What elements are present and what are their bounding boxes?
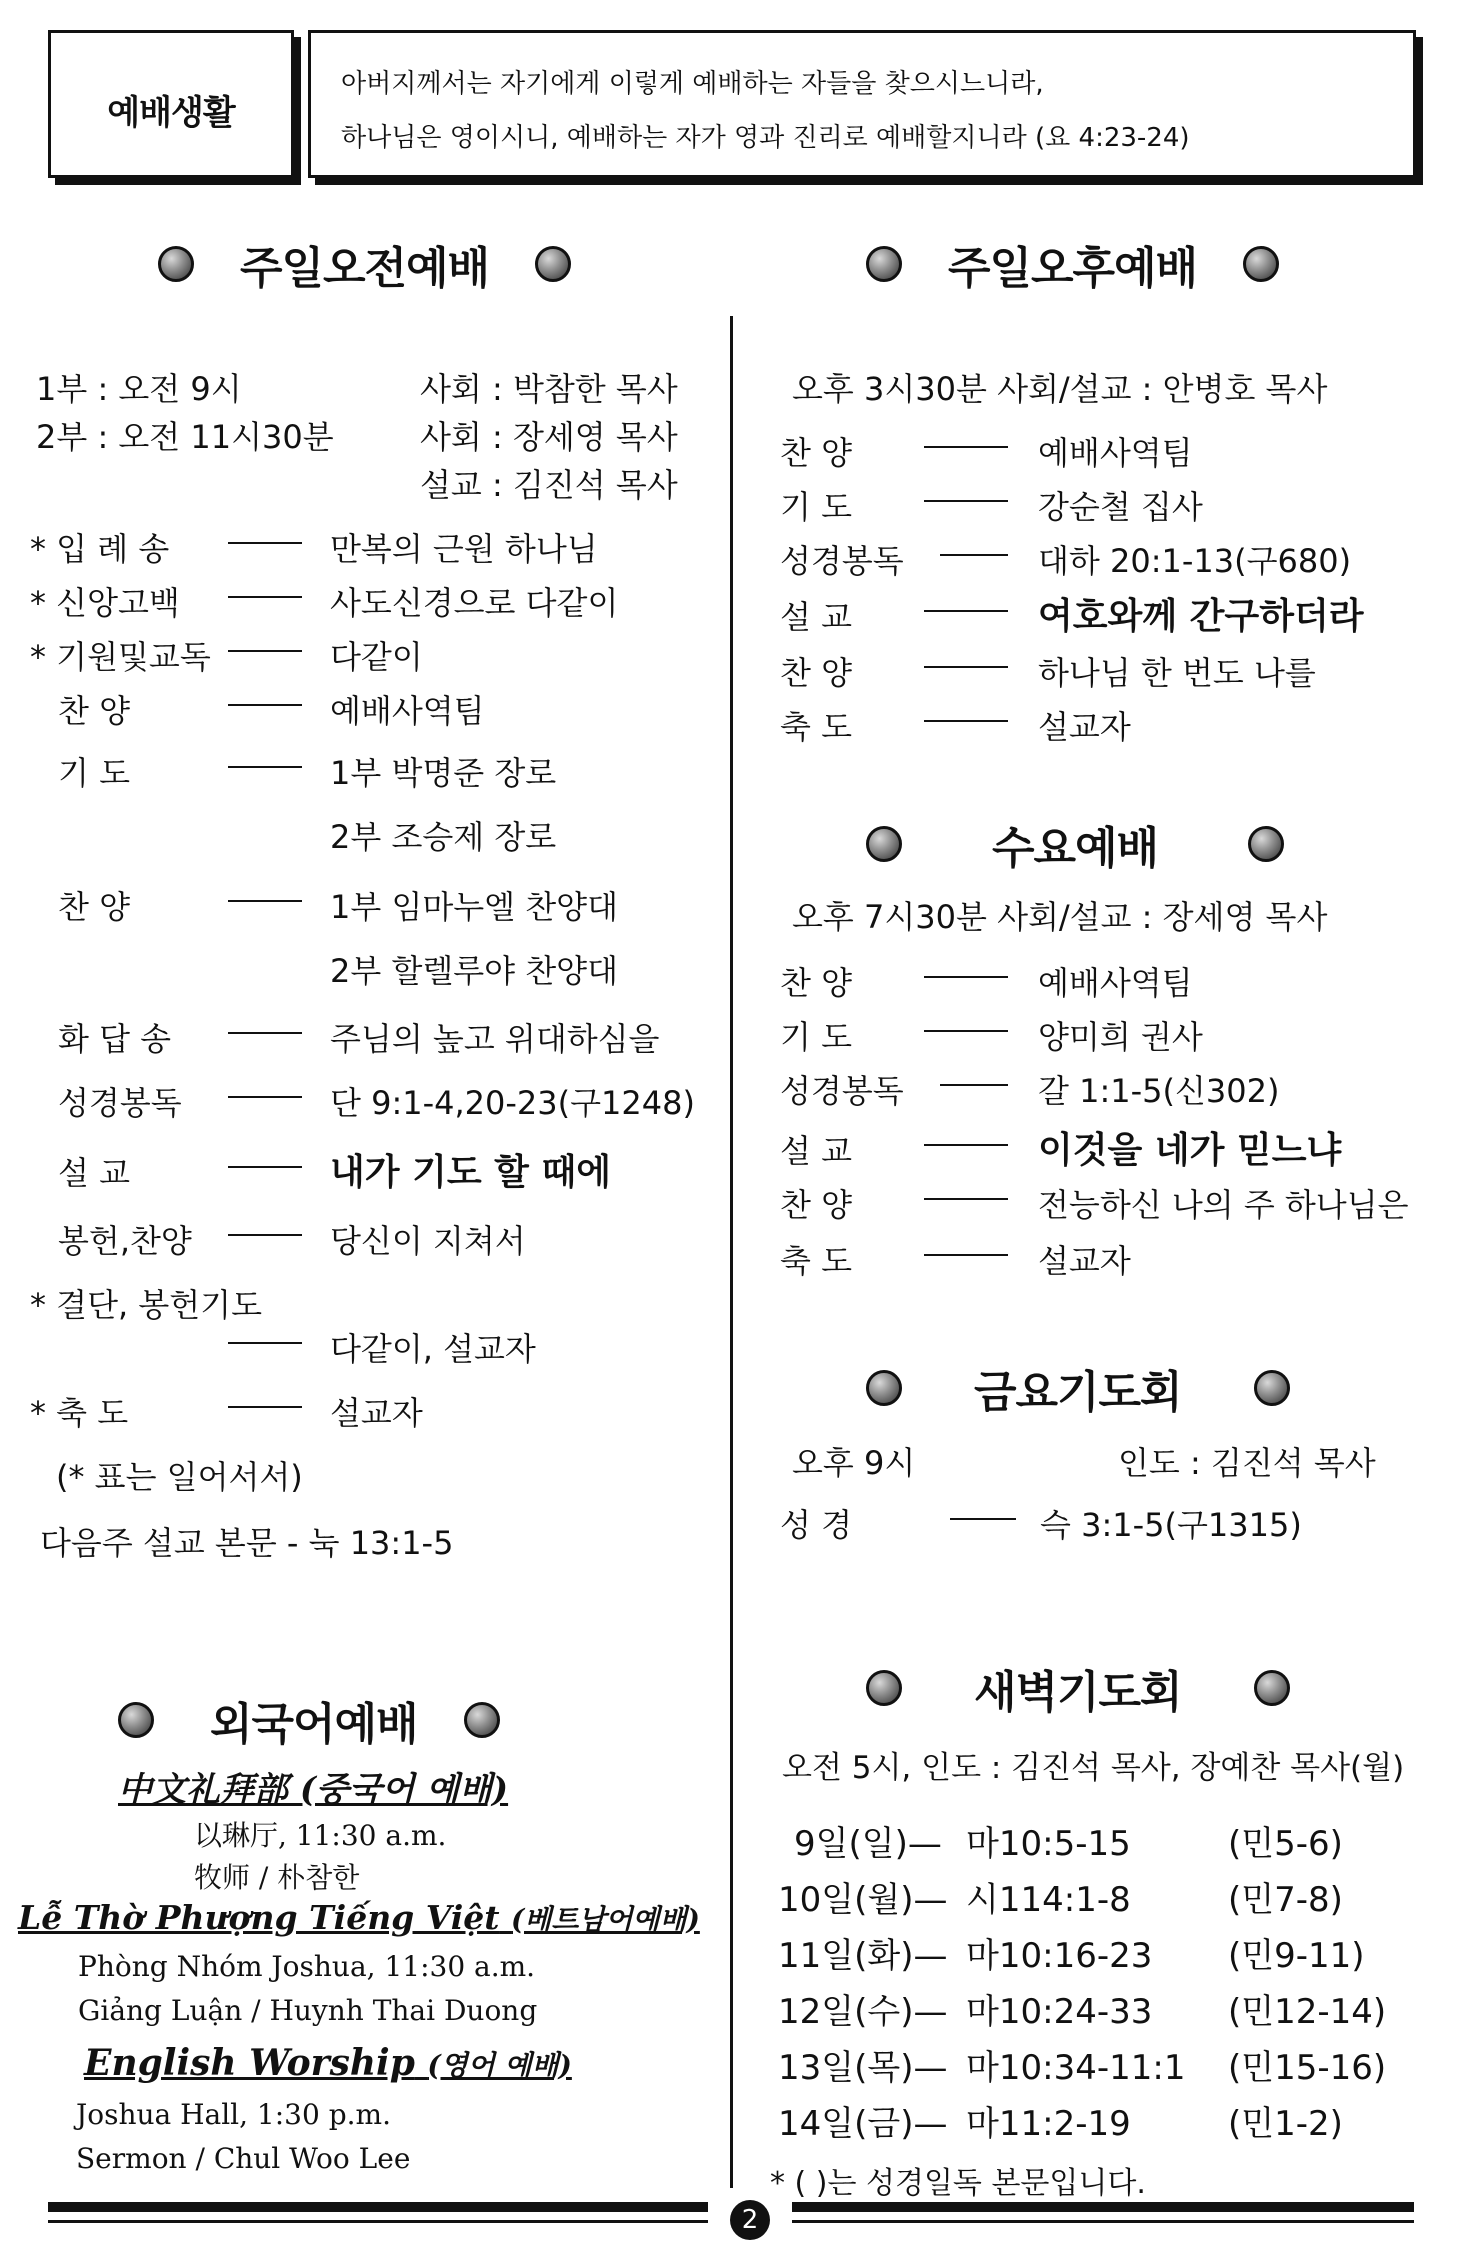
- order-value: 예배사역팀: [330, 692, 485, 730]
- preacher: 설교 : 김진석 목사: [420, 466, 678, 504]
- header-label-box: [48, 30, 294, 178]
- dawn-text: 마10:16-23: [966, 1936, 1153, 1976]
- bullet-ball-icon: [1254, 1670, 1290, 1706]
- order-label: 설 교: [780, 1132, 852, 1170]
- dawn-text: 마10:34-11:1: [966, 2048, 1186, 2088]
- order-value: 설교자: [1038, 1242, 1131, 1280]
- chinese-line-1: 以琳厅, 11:30 a.m.: [194, 1819, 447, 1852]
- order-label: 화 답 송: [58, 1020, 172, 1058]
- dawn-text: 마10:5-15: [966, 1824, 1131, 1864]
- order-value: 다같이: [330, 638, 423, 676]
- order-value: 단 9:1-4,20-23(구1248): [330, 1084, 695, 1122]
- order-label: 성경봉독: [58, 1084, 182, 1122]
- order-label: * 기원및교독: [30, 638, 211, 676]
- dawn-text: 마10:24-33: [966, 1992, 1153, 2032]
- footer-bar-right: [792, 2202, 1414, 2212]
- dawn-info: 오전 5시, 인도 : 김진석 목사, 장예찬 목사(월): [782, 1750, 1405, 1786]
- order-label: * 신앙고백: [30, 584, 180, 622]
- part1-time: 1부 : 오전 9시: [36, 370, 242, 408]
- order-value: 사도신경으로 다같이: [330, 584, 619, 622]
- order-label: 찬 양: [780, 654, 852, 692]
- dawn-reading: (민15-16): [1228, 2048, 1387, 2088]
- order-value: 설교자: [1038, 708, 1131, 746]
- order-value: 주님의 높고 위대하심을: [330, 1020, 660, 1058]
- dawn-day: 10일(월)—: [778, 1880, 948, 1920]
- english-heading: English Worship (영어 예배): [84, 2042, 572, 2084]
- bullet-ball-icon: [1243, 246, 1279, 282]
- friday-time: 오후 9시: [792, 1444, 916, 1482]
- order-label: 봉헌,찬양: [58, 1222, 192, 1260]
- order-label: 찬 양: [58, 692, 130, 730]
- order-label: 성경봉독: [780, 1072, 904, 1110]
- english-line-2: Sermon / Chul Woo Lee: [76, 2142, 411, 2175]
- english-line-1: Joshua Hall, 1:30 p.m.: [76, 2098, 391, 2131]
- bullet-ball-icon: [866, 246, 902, 282]
- header-label: 예배생활: [107, 93, 235, 133]
- order-value: 갈 1:1-5(신302): [1038, 1072, 1280, 1110]
- order-value: 하나님 한 번도 나를: [1038, 654, 1316, 692]
- order-label: 기 도: [780, 1018, 852, 1056]
- order-label: 설 교: [58, 1154, 130, 1192]
- vietnamese-heading: Lễ Thờ Phượng Tiếng Việt (베트남어예배): [18, 1898, 700, 1937]
- order-label: * 입 례 송: [30, 530, 170, 568]
- order-value: 대하 20:1-13(구680): [1038, 542, 1352, 580]
- order-value: 설교자: [330, 1394, 423, 1432]
- sermon-title: 이것을 네가 믿느냐: [1038, 1130, 1342, 1171]
- order-value: 당신이 지쳐서: [330, 1222, 526, 1260]
- dawn-day: 12일(수)—: [778, 1992, 948, 2032]
- footer-bar-left: [48, 2202, 708, 2212]
- next-week-text: 다음주 설교 본문 - 눅 13:1-5: [40, 1524, 454, 1562]
- order-label: 축 도: [780, 708, 852, 746]
- order-value: 1부 임마누엘 찬양대: [330, 888, 618, 926]
- vietnamese-line-2: Giảng Luận / Huynh Thai Duong: [78, 1994, 538, 2027]
- order-label: * 결단, 봉헌기도: [30, 1286, 262, 1324]
- order-label: 성경봉독: [780, 542, 904, 580]
- bullet-ball-icon: [866, 1370, 902, 1406]
- friday-leader: 인도 : 김진석 목사: [1118, 1444, 1376, 1482]
- order-label: 찬 양: [780, 964, 852, 1002]
- bullet-ball-icon: [866, 826, 902, 862]
- wednesday-title: 수요예배: [866, 812, 1284, 876]
- order-value: 2부 할렐루야 찬양대: [330, 952, 618, 990]
- vietnamese-line-1: Phòng Nhóm Joshua, 11:30 a.m.: [78, 1950, 536, 1983]
- bullet-ball-icon: [158, 246, 194, 282]
- scripture-value: 슥 3:1-5(구1315): [1040, 1506, 1302, 1544]
- order-value: 만복의 근원 하나님: [330, 530, 598, 568]
- order-label: * 축 도: [30, 1394, 129, 1432]
- order-label: 기 도: [780, 488, 852, 526]
- header-verse-box: [308, 30, 1416, 178]
- dawn-day: 9일(일)—: [794, 1824, 942, 1864]
- order-value: 예배사역팀: [1038, 434, 1193, 472]
- friday-title: 금요기도회: [866, 1356, 1290, 1420]
- dawn-reading: (민5-6): [1228, 1824, 1343, 1864]
- bullet-ball-icon: [464, 1702, 500, 1738]
- bullet-ball-icon: [1254, 1370, 1290, 1406]
- sermon-title: 여호와께 간구하더라: [1038, 596, 1364, 637]
- foreign-title: 외국어예배: [118, 1688, 500, 1752]
- chinese-heading: 中文礼拜部 (중국어 예배): [118, 1770, 509, 1810]
- order-value: 강순철 집사: [1038, 488, 1203, 526]
- verse-line-1: 아버지께서는 자기에게 이렇게 예배하는 자들을 찾으시느니라,: [341, 69, 1044, 99]
- dawn-reading: (민7-8): [1228, 1880, 1343, 1920]
- dawn-reading: (민1-2): [1228, 2104, 1343, 2144]
- sermon-title: 내가 기도 할 때에: [330, 1152, 612, 1193]
- column-divider: [730, 316, 733, 2188]
- bullet-ball-icon: [535, 246, 571, 282]
- chinese-line-2: 牧师 / 朴참한: [194, 1861, 360, 1894]
- dawn-text: 시114:1-8: [966, 1880, 1131, 1920]
- dawn-text: 마11:2-19: [966, 2104, 1131, 2144]
- order-label: 설 교: [780, 598, 852, 636]
- part2-host: 사회 : 장세영 목사: [420, 418, 678, 456]
- wednesday-info: 오후 7시30분 사회/설교 : 장세영 목사: [792, 898, 1328, 936]
- scripture-label: 성 경: [780, 1506, 852, 1544]
- standing-note: (* 표는 일어서서): [56, 1458, 303, 1496]
- order-value: 양미희 권사: [1038, 1018, 1203, 1056]
- order-label: 찬 양: [58, 888, 130, 926]
- order-value: 2부 조승제 장로: [330, 818, 557, 856]
- verse-line-2: 하나님은 영이시니, 예배하는 자가 영과 진리로 예배할지니라 (요 4:23-24): [341, 123, 1190, 153]
- order-label: 기 도: [58, 754, 130, 792]
- morning-title: 주일오전예배: [158, 232, 571, 296]
- dawn-reading: (민9-11): [1228, 1936, 1365, 1976]
- page-number: 2: [730, 2200, 770, 2240]
- order-label: 찬 양: [780, 1186, 852, 1224]
- order-label: 찬 양: [780, 434, 852, 472]
- dawn-note: * ( )는 성경일독 본문입니다.: [770, 2166, 1146, 2201]
- order-label: 축 도: [780, 1242, 852, 1280]
- afternoon-info: 오후 3시30분 사회/설교 : 안병호 목사: [792, 370, 1328, 408]
- order-value: 다같이, 설교자: [330, 1330, 536, 1368]
- part2-time: 2부 : 오전 11시30분: [36, 418, 334, 456]
- dawn-title: 새벽기도회: [866, 1656, 1290, 1720]
- dawn-day: 11일(화)—: [778, 1936, 948, 1976]
- order-value: 예배사역팀: [1038, 964, 1193, 1002]
- dawn-day: 13일(목)—: [778, 2048, 948, 2088]
- bullet-ball-icon: [866, 1670, 902, 1706]
- bullet-ball-icon: [118, 1702, 154, 1738]
- order-value: 1부 박명준 장로: [330, 754, 557, 792]
- dawn-day: 14일(금)—: [778, 2104, 948, 2144]
- part1-host: 사회 : 박참한 목사: [420, 370, 678, 408]
- afternoon-title: 주일오후예배: [866, 232, 1279, 296]
- order-value: 전능하신 나의 주 하나님은: [1038, 1186, 1409, 1224]
- bullet-ball-icon: [1248, 826, 1284, 862]
- dawn-reading: (민12-14): [1228, 1992, 1387, 2032]
